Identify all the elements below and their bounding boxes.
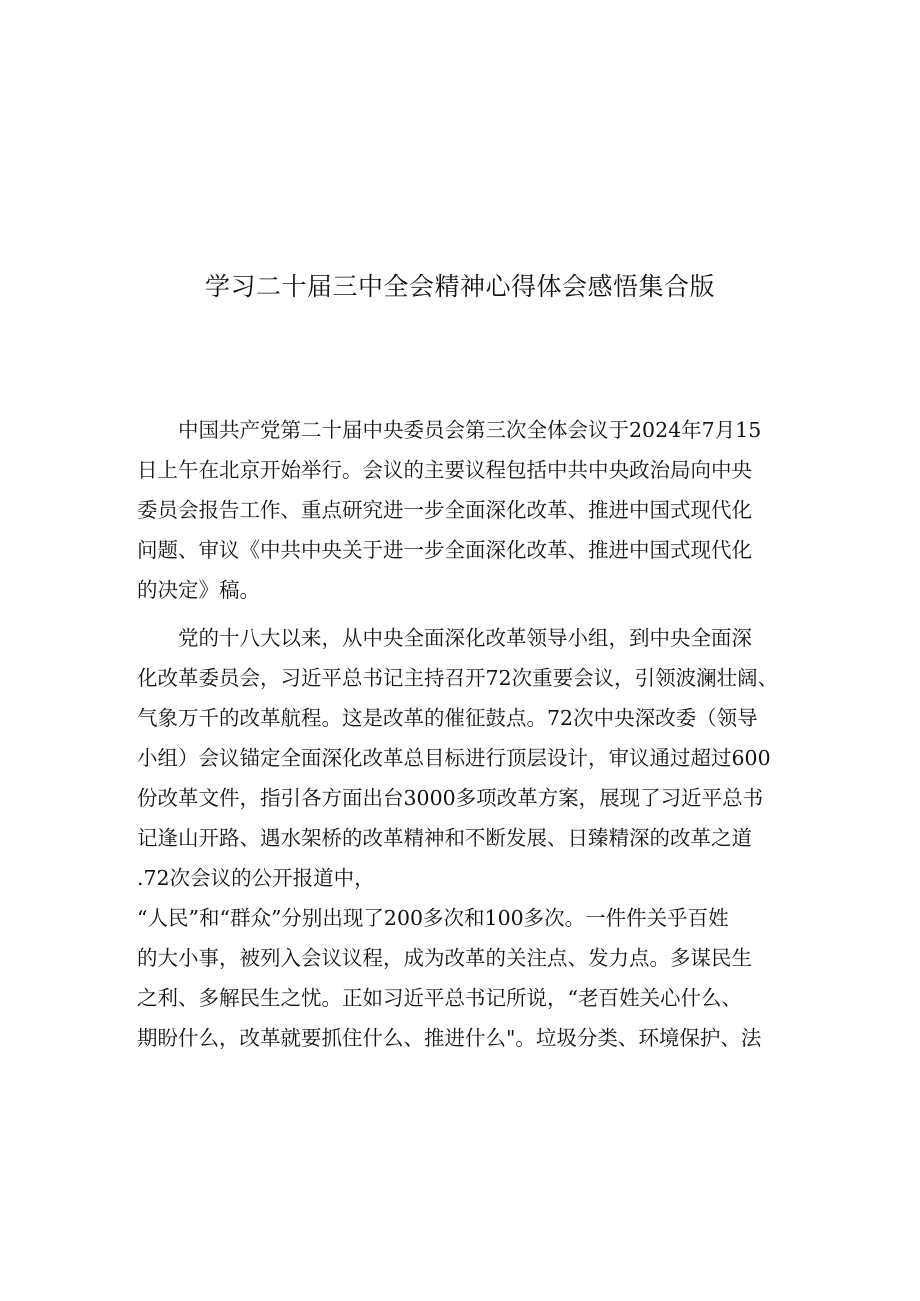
paragraph-line: 记逢山开路、遇水架桥的改革精神和不断发展、日臻精深的改革之道	[137, 826, 752, 850]
document-body	[137, 410, 797, 1058]
paragraph-line: 期盼什么，改革就要抓住什么、推进什么"。垃圾分类、环境保护、法	[137, 1026, 762, 1050]
paragraph-2	[137, 618, 797, 1058]
paragraph-line: 中国共产党第二十届中央委员会第三次全体会议于2024年7月15	[178, 418, 762, 442]
paragraph-1	[137, 410, 797, 610]
paragraph-line: 之利、多解民生之忧。正如习近平总书记所说，“老百姓关心什么、	[137, 986, 742, 1010]
paragraph-line: 日上午在北京开始举行。会议的主要议程包括中共中央政治局向中央	[137, 458, 752, 482]
paragraph-line: 小组）会议锚定全面深化改革总目标进行顶层设计，审议通过超过600	[137, 746, 771, 770]
paragraph-line: 问题、审议《中共中央关于进一步全面深化改革、推进中国式现代化	[137, 538, 752, 562]
document-title: 学习二十届三中全会精神心得体会感悟集合版	[204, 272, 715, 301]
paragraph-line: 份改革文件，指引各方面出台3000多项改革方案，展现了习近平总书	[137, 786, 764, 810]
paragraph-line: 的大小事，被列入会议议程，成为改革的关注点、发力点。多谋民生	[137, 946, 752, 970]
paragraph-line: .72次会议的公开报道中，	[137, 866, 375, 890]
paragraph-line: 党的十八大以来，从中央全面深化改革领导小组，到中央全面深	[178, 626, 752, 650]
paragraph-line: “人民”和“群众”分别出现了200多次和100多次。一件件关乎百姓	[137, 906, 729, 930]
paragraph-line: 的决定》稿。	[137, 578, 260, 602]
paragraph-line: 气象万千的改革航程。这是改革的催征鼓点。72次中央深改委（领导	[137, 706, 758, 730]
paragraph-line: 委员会报告工作、重点研究进一步全面深化改革、推进中国式现代化	[137, 498, 752, 522]
paragraph-line: 化改革委员会，习近平总书记主持召开72次重要会议，引领波澜壮阔、	[137, 666, 779, 690]
